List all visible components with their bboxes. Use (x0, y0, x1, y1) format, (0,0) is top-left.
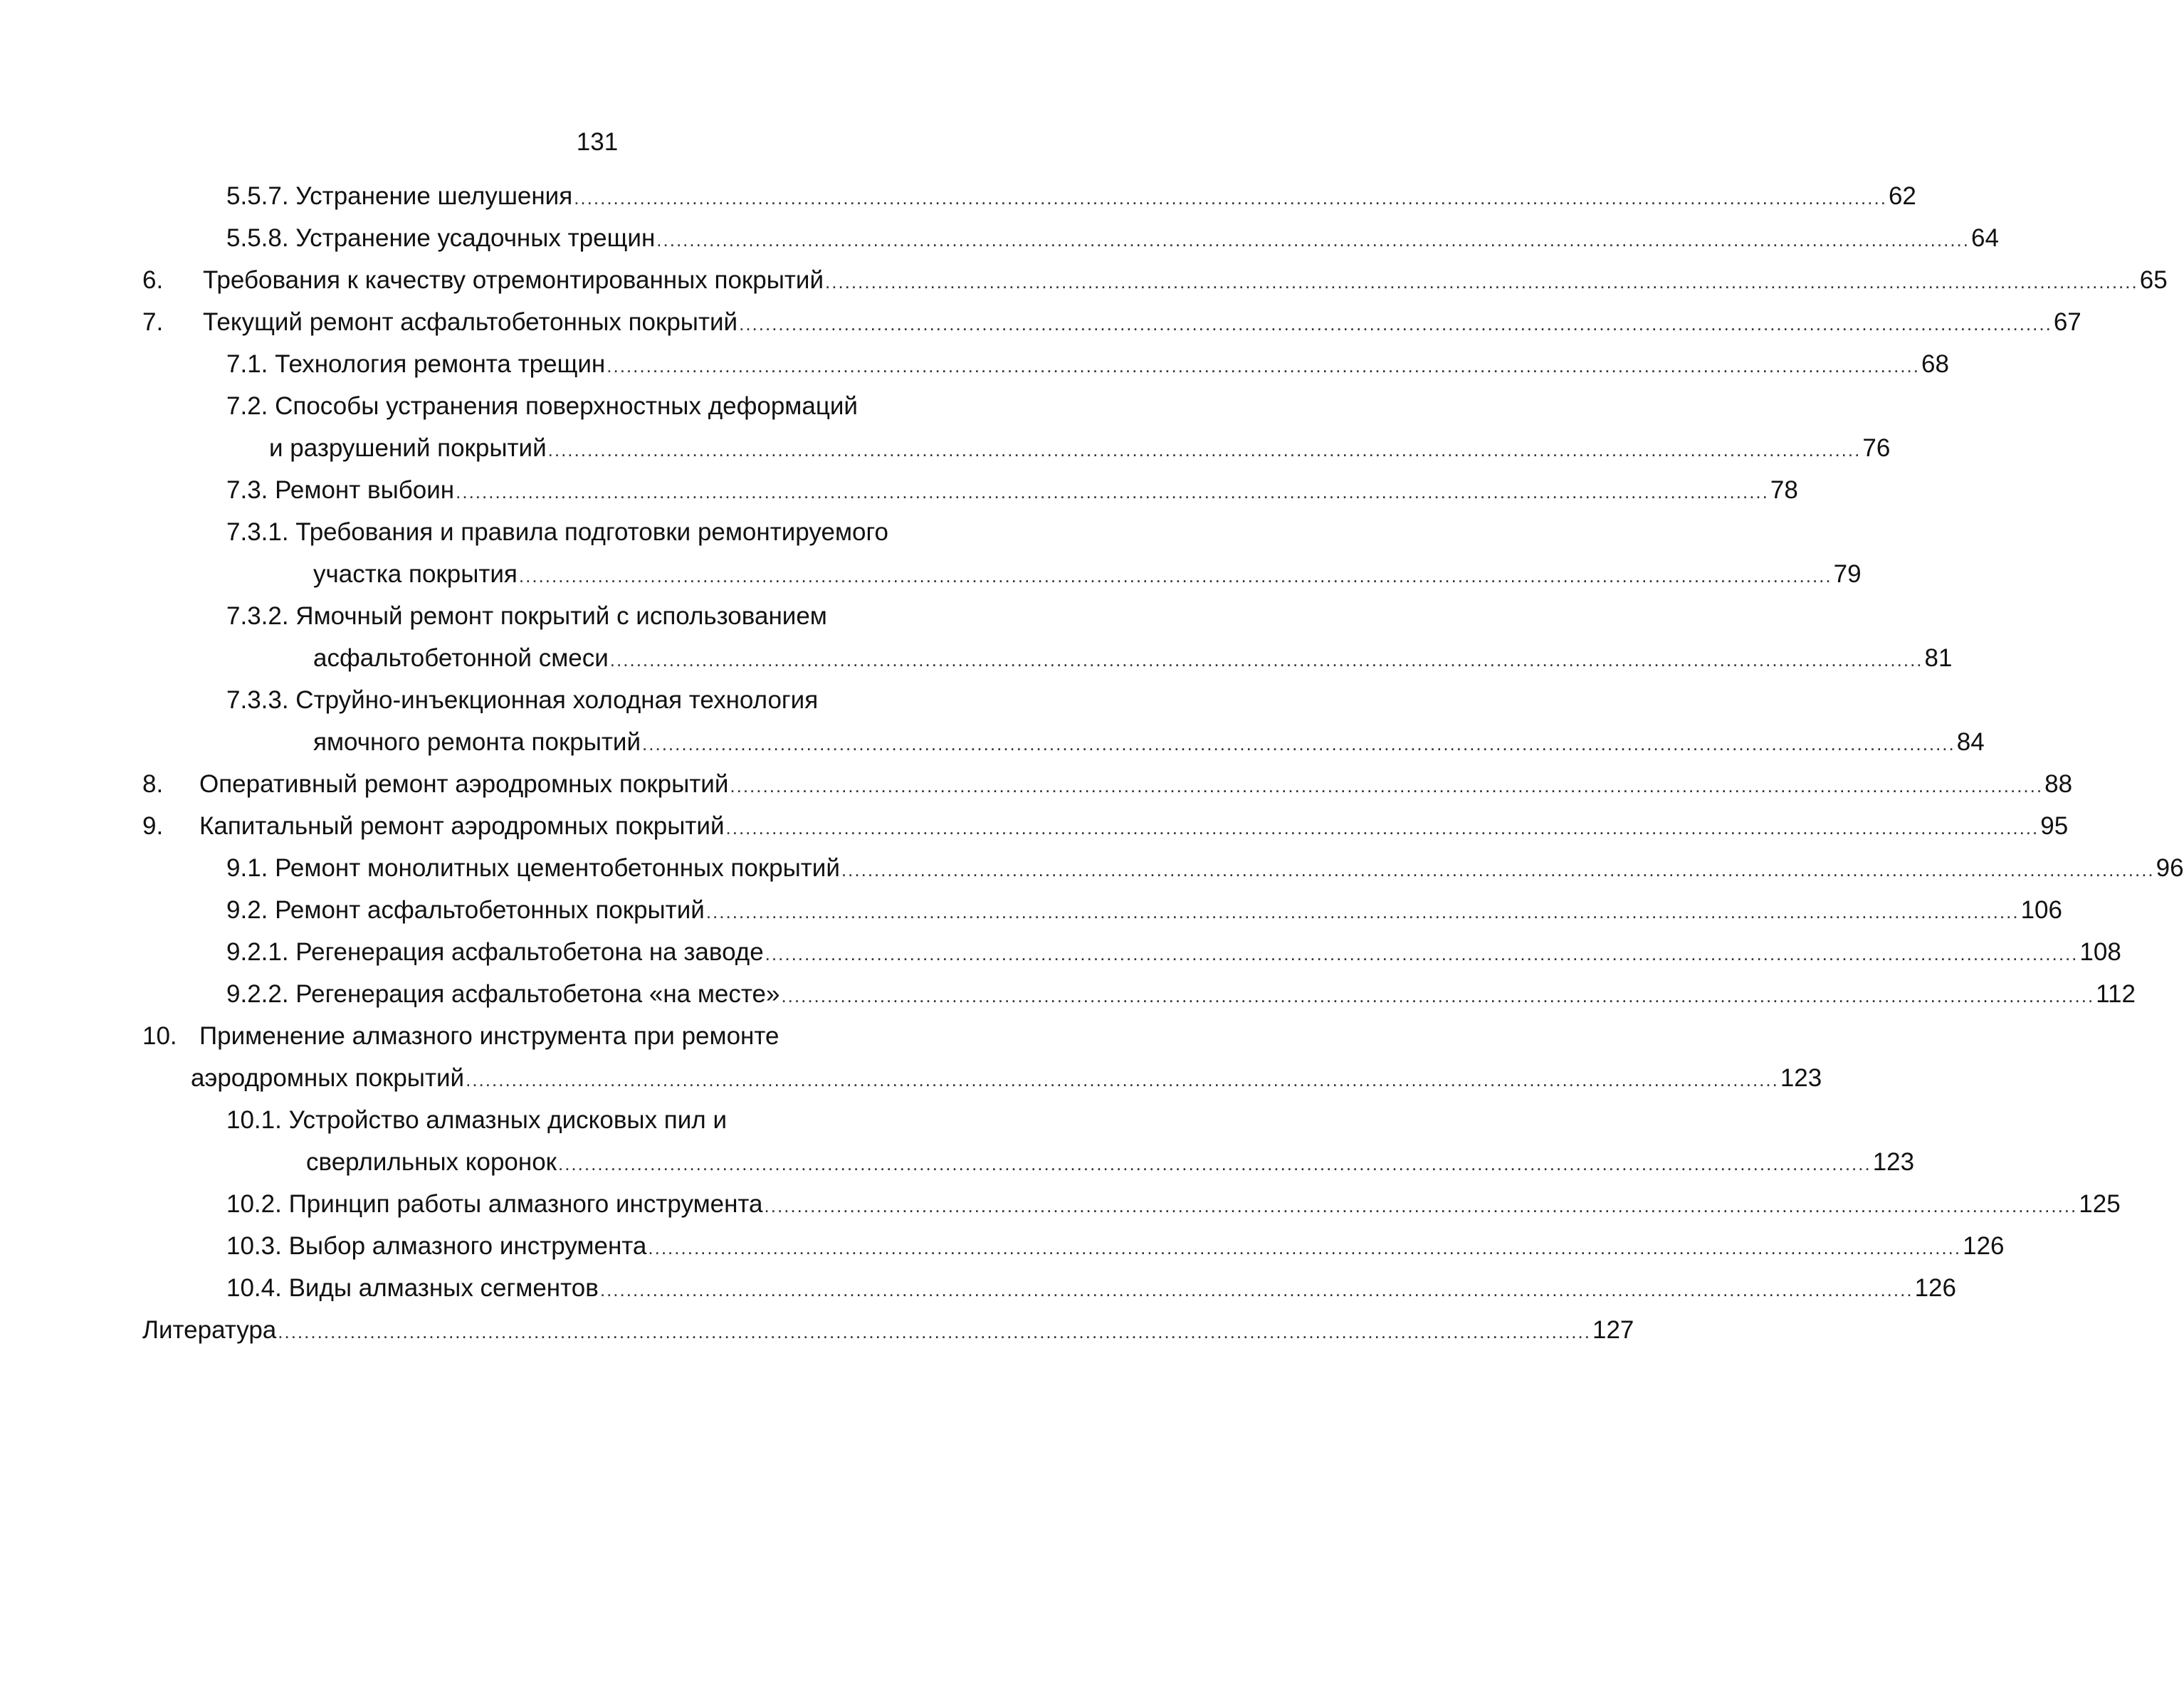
toc-entry-title: 7.1. Технология ремонта трещин (226, 350, 606, 378)
toc-entry-number: 6. (142, 266, 164, 294)
toc-entry (0, 890, 2062, 930)
dot-leader: ........................................................................................................................................................................................................ (557, 1153, 1871, 1174)
dot-leader: ........................................................................................................................................................................................................ (609, 649, 1923, 671)
dot-leader: ........................................................................................................................................................................................................ (456, 481, 1769, 503)
dot-leader: ........................................................................................................................................................................................................ (764, 1195, 2078, 1216)
toc-entry-title: 5.5.8. Устранение усадочных трещин (226, 224, 656, 252)
dot-leader: ........................................................................................................................................................................................................ (739, 313, 2052, 335)
toc-entry (0, 596, 1195, 636)
toc-entry-title: 10.4. Виды алмазных сегментов (226, 1274, 599, 1302)
toc-entry (0, 303, 2081, 342)
toc-entry-page: 126 (1963, 1232, 2005, 1260)
toc-entry-page: 123 (1780, 1064, 1822, 1092)
toc-entry-title: Применение алмазного инструмента при ремонте (199, 1022, 779, 1050)
dot-leader: ........................................................................................................................................................................................................ (725, 817, 2039, 839)
toc-entry-title: 9.2. Ремонт асфальтобетонных покрытий (226, 896, 705, 924)
toc-entry-page: 68 (1921, 350, 1949, 378)
toc-entry (0, 345, 1949, 384)
page-number: 131 (576, 128, 619, 156)
toc-entry (0, 1184, 2121, 1224)
dot-leader: ........................................................................................................................................................................................................ (574, 187, 1887, 209)
toc-entry-page: 108 (2079, 938, 2121, 966)
dot-leader: ........................................................................................................................................................................................................ (730, 775, 2044, 797)
toc-entry-title: 9.2.1. Регенерация асфальтобетона на заводе (226, 938, 764, 966)
toc-entry-title: и разрушений покрытий (269, 434, 547, 462)
toc-entry-page: 112 (2096, 980, 2136, 1008)
toc-entry (0, 1310, 1634, 1350)
toc-entry-page: 123 (1872, 1148, 1915, 1176)
toc-entry-page: 127 (1592, 1316, 1634, 1344)
toc-entry (0, 429, 1891, 468)
toc-entry (0, 513, 1195, 552)
toc-entry-title: аэродромных покрытий (191, 1064, 465, 1092)
toc-entry (0, 680, 1195, 720)
dot-leader: ........................................................................................................................................................................................................ (278, 1321, 1591, 1342)
toc-entry (0, 1058, 1822, 1098)
toc-entry-title: Оперативный ремонт аэродромных покрытий (199, 770, 729, 798)
dot-leader: ........................................................................................................................................................................................................ (518, 565, 1832, 587)
toc-entry-page: 126 (1914, 1274, 1956, 1302)
toc-entry-title: сверлильных коронок (306, 1148, 557, 1176)
toc-entry-title: 5.5.7. Устранение шелушения (226, 182, 573, 210)
toc-entry-page: 95 (2040, 812, 2069, 840)
dot-leader: ........................................................................................................................................................................................................ (656, 229, 1970, 251)
toc-entry (0, 932, 2121, 972)
toc-entry-page: 79 (1833, 560, 1862, 588)
toc-entry (0, 1268, 1956, 1308)
toc-entry-page: 78 (1770, 476, 1798, 504)
toc-entry-title: 10.3. Выбор алмазного инструмента (226, 1232, 647, 1260)
toc-entry (0, 1226, 2005, 1266)
toc-entry (0, 261, 2168, 300)
dot-leader: ........................................................................................................................................................................................................ (781, 985, 2095, 1006)
toc-entry-page: 76 (1862, 434, 1891, 462)
dot-leader: ........................................................................................................................................................................................................ (642, 733, 1955, 755)
toc-entry-number: 9. (142, 812, 164, 840)
dot-leader: ........................................................................................................................................................................................................ (841, 859, 2155, 881)
toc-entry-title: 7.3.3. Струйно-инъекционная холодная технология (226, 686, 819, 714)
toc-entry-title: 9.2.2. Регенерация асфальтобетона «на месте» (226, 980, 780, 1008)
toc-entry-page: 106 (2020, 896, 2062, 924)
toc-entry-title: Капитальный ремонт аэродромных покрытий (199, 812, 725, 840)
toc-entry-number: 8. (142, 770, 164, 798)
toc-entry-title: ямочного ремонта покрытий (313, 728, 641, 756)
toc-entry-number: 7. (142, 308, 164, 336)
toc-entry (0, 387, 1195, 426)
dot-leader: ........................................................................................................................................................................................................ (825, 271, 2138, 293)
toc-entry (0, 974, 2136, 1014)
toc-entry-title: Текущий ремонт асфальтобетонных покрытий (203, 308, 738, 336)
toc-entry (0, 471, 1798, 510)
toc-entry-page: 67 (2053, 308, 2081, 336)
toc-entry-title: 7.3. Ремонт выбоин (226, 476, 455, 504)
toc-entry-title: 10.1. Устройство алмазных дисковых пил и (226, 1106, 727, 1134)
toc-entry-title: Литература (142, 1316, 277, 1344)
dot-leader: ........................................................................................................................................................................................................ (599, 1279, 1913, 1300)
toc-entry-page: 84 (1956, 728, 1985, 756)
toc-entry-page: 81 (1924, 644, 1953, 672)
toc-entry (0, 764, 2073, 804)
toc-entry-title: 10.2. Принцип работы алмазного инструмента (226, 1190, 763, 1218)
toc-entry-title: 7.3.2. Ямочный ремонт покрытий с использованием (226, 602, 827, 630)
toc-entry (0, 177, 1916, 216)
toc-entry-title: участка покрытия (313, 560, 518, 588)
toc-entry-title: асфальтобетонной смеси (313, 644, 609, 672)
toc-entry-page: 125 (2079, 1190, 2121, 1218)
toc-entry-page: 62 (1888, 182, 1916, 210)
dot-leader: ........................................................................................................................................................................................................ (765, 943, 2079, 964)
toc-entry (0, 848, 2184, 888)
toc-entry-title: 7.3.1. Требования и правила подготовки ремонтируемого (226, 518, 888, 546)
toc-entry-page: 96 (2156, 854, 2184, 882)
toc-entry (0, 554, 1862, 594)
toc-entry (0, 638, 1953, 678)
toc-entry-page: 64 (1971, 224, 1999, 252)
toc-entry-page: 65 (2139, 266, 2168, 294)
toc-entry-title: 7.2. Способы устранения поверхностных деформаций (226, 392, 858, 420)
dot-leader: ........................................................................................................................................................................................................ (607, 355, 1920, 377)
dot-leader: ........................................................................................................................................................................................................ (466, 1069, 1779, 1090)
toc-entry-title: 9.1. Ремонт монолитных цементобетонных покрытий (226, 854, 840, 882)
toc-entry (0, 806, 2069, 846)
toc-entry (0, 722, 1985, 762)
dot-leader: ........................................................................................................................................................................................................ (547, 439, 1862, 461)
toc-entry-page: 88 (2044, 770, 2073, 798)
dot-leader: ........................................................................................................................................................................................................ (648, 1237, 1962, 1258)
toc-entry-number: 10. (142, 1022, 177, 1050)
toc-entry (0, 1016, 1195, 1056)
toc-entry-title: Требования к качеству отремонтированных покрытий (203, 266, 824, 294)
dot-leader: ........................................................................................................................................................................................................ (705, 901, 2020, 923)
toc-entry (0, 1142, 1915, 1182)
toc-entry (0, 219, 1999, 258)
toc-entry (0, 1100, 1195, 1140)
